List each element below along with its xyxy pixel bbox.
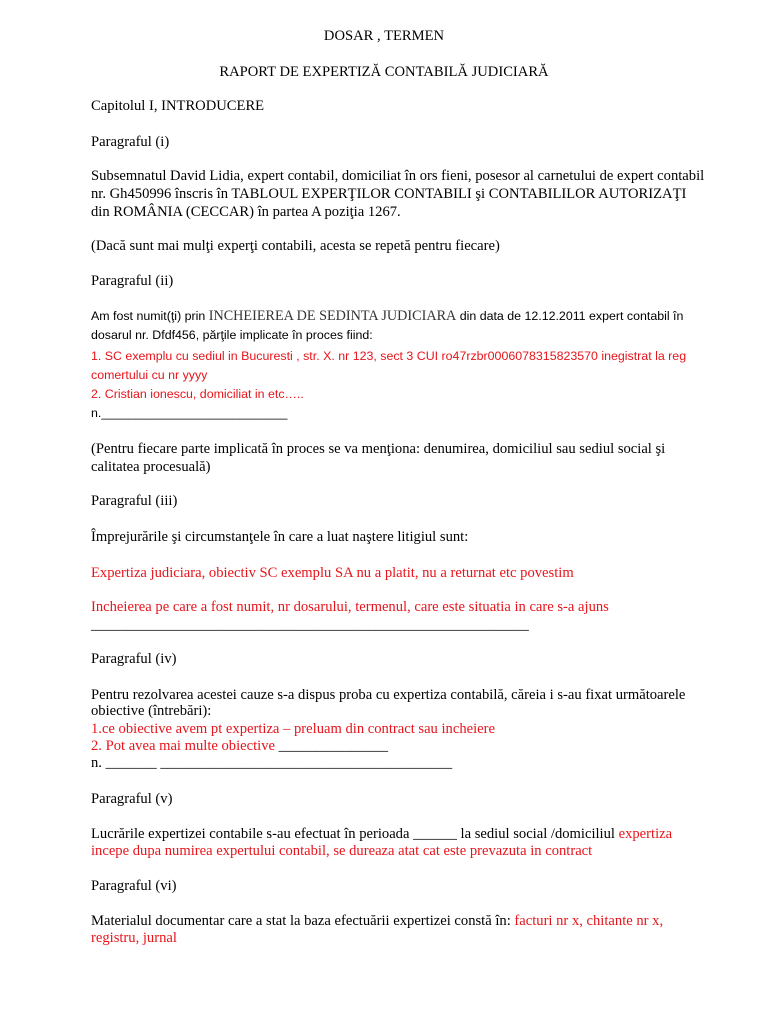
party-n-blank: n.___________________________: [91, 406, 288, 420]
paragraph-ii-line-1: [91, 307, 683, 325]
paragraph-iv-heading: Paragraful (iv): [91, 651, 177, 667]
paragraph-i-line-3: din ROMÂNIA (CECCAR) în partea A poziţia 1267.: [91, 204, 401, 220]
paragraph-iii-red-1: Expertiza judiciara, obiectiv SC exemplu SA nu a platit, nu a returnat etc povestim: [91, 565, 574, 581]
paragraph-vi-red: facturi nr x, chitante nr x,: [514, 913, 664, 929]
paragraph-ii-heading: Paragraful (ii): [91, 273, 174, 289]
paragraph-ii-note-line-1: (Pentru fiecare parte implicată în proces se va menţiona: denumirea, domiciliul sau sediul social şi: [91, 441, 666, 457]
paragraph-iii-intro: Împrejurările şi circumstanţele în care a luat naştere litigiul sunt:: [91, 529, 469, 545]
report-title: RAPORT DE EXPERTIZĂ CONTABILĂ JUDICIARĂ: [219, 64, 549, 80]
objective-2-text: 2. Pot avea mai multe obiective: [91, 738, 275, 754]
objective-n-blank: n. _______ ________________________________________: [91, 755, 453, 771]
paragraph-iv-line-1: Pentru rezolvarea acestei cauze s-a dispus proba cu expertiza contabilă, căreia i s-au fixat următoarele: [91, 687, 686, 703]
paragraph-ii-line-2: dosarul nr. Dfdf456, părţile implicate în proces fiind:: [91, 328, 373, 342]
chapter-heading: Capitolul I, INTRODUCERE: [91, 98, 265, 114]
party-1-line-2: comertului cu nr yyyy: [91, 368, 208, 382]
paragraph-vi-text: Materialul documentar care a stat la baza efectuării expertizei constă în:: [91, 913, 515, 929]
party-2: 2. Cristian ionescu, domiciliat in etc…..: [91, 387, 304, 401]
paragraph-iii-underline: ____________________________________________________________: [91, 617, 529, 633]
paragraph-vi-line-1: [91, 912, 663, 930]
paragraph-v-line-1: [91, 825, 672, 843]
objective-2-blank: _______________: [275, 738, 389, 754]
paragraph-ii-note-line-2: calitatea procesuală): [91, 459, 211, 475]
paragraph-iv-line-2: obiective (întrebări):: [91, 703, 212, 719]
paragraph-vi-heading: Paragraful (vi): [91, 878, 177, 894]
objective-1: 1.ce obiective avem pt expertiza – preluam din contract sau incheiere: [91, 721, 495, 737]
paragraph-i-heading: Paragraful (i): [91, 134, 170, 150]
paragraph-i-note: (Dacă sunt mai mulţi experţi contabili, acesta se repetă pentru fiecare): [91, 238, 500, 254]
paragraph-iii-heading: Paragraful (iii): [91, 493, 178, 509]
appointment-suffix: din data de 12.12.2011 expert contabil în: [456, 309, 684, 323]
dossier-header: DOSAR , TERMEN: [323, 28, 445, 44]
paragraph-i-line-2: nr. Gh450996 înscris în TABLOUL EXPERŢILOR CONTABILI şi CONTABILILOR AUTORIZAŢI: [91, 186, 687, 202]
paragraph-v-heading: Paragraful (v): [91, 791, 173, 807]
party-1-line-1: 1. SC exemplu cu sediul in Bucuresti , str. X. nr 123, sect 3 CUI ro47rzbr0006078315823570 inegistrat la reg: [91, 349, 687, 363]
appointment-prefix: Am fost numit(ţi) prin: [91, 309, 209, 323]
paragraph-v-line-2: incepe dupa numirea expertului contabil, se dureaza atat cat este prevazuta in contract: [91, 843, 593, 859]
appointment-act: INCHEIEREA DE SEDINTA JUDICIARA: [208, 308, 457, 324]
paragraph-iii-red-2: Incheierea pe care a fost numit, nr dosarului, termenul, care este situatia in care s-a ajuns: [91, 599, 609, 615]
paragraph-v-text: Lucrările expertizei contabile s-au efectuat în perioada ______ la sediul social /domiciliul: [91, 826, 619, 842]
paragraph-i-line-1: Subsemnatul David Lidia, expert contabil, domiciliat în ors fieni, posesor al carnetului de expert contabil: [91, 168, 705, 184]
objective-2: [91, 737, 388, 755]
paragraph-vi-line-2: registru, jurnal: [91, 930, 177, 946]
paragraph-v-red: expertiza: [618, 826, 673, 842]
